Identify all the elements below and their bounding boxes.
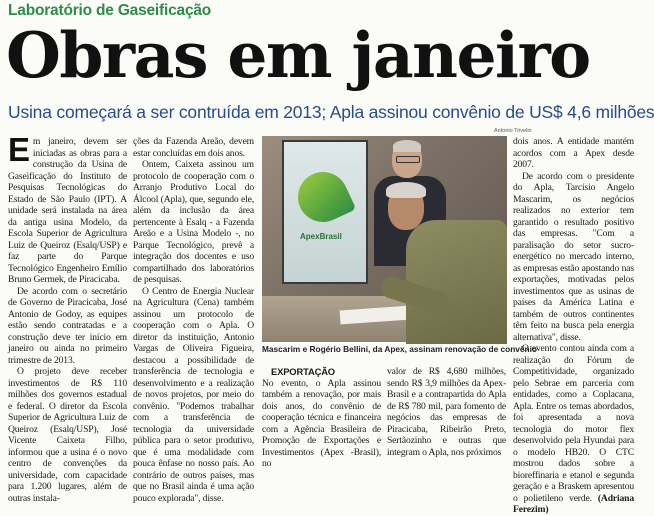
paragraph: dois anos. A entidade mantém acordos com a Apex desde 2007.	[513, 136, 634, 170]
paragraph-text: m janeiro, devem ser iniciadas as obras para a construção da Usina de Gaseificação do Instituto de Pesquisas Tecnológicas do Estado de São Paulo (IPT). A unidade será instalada na área da antiga usina Modelo, da Escola Superior de Agricultura Luiz de Queiroz (Esalq/USP) e faz parte do Parque Tecnológico Engenheiro Emílio Bruno Germek, de Piracicaba.	[8, 136, 127, 285]
article-column-3	[262, 366, 381, 469]
paragraph: De acordo com o presidente do Apla, Tarcísio Angelo Mascarim, os negócios realizados no exterior tem garantido o resultado positivo das empresas. "Com a paralisação do setor sucro-energético no mercado interno, as empresas estão apostando nas exportações, motivadas pelos investimentos que as usinas de países da América Latina e também de outros continentes têm feito na busca pela energia alternativa", disse.	[513, 170, 634, 343]
paragraph: ções da Fazenda Areão, devem estar concluídas em dois anos.	[133, 136, 254, 159]
photo-credit: Antonio Trivelin	[494, 128, 532, 134]
paragraph	[8, 131, 127, 286]
presentation-screen	[282, 140, 368, 284]
article-kicker: Laboratório de Gaseificação	[8, 2, 212, 19]
paragraph: De acordo com o secretário de Governo de Piracicaba, José Antonio de Godoy, as equipes estão sendo contratadas e a construção deve ter início em janeiro ou ainda no primeiro trimestre de 2013.	[8, 285, 127, 366]
signing-man-figure	[380, 184, 507, 344]
article-column-5	[513, 136, 634, 515]
paragraph: No evento, o Apla assinou também a renovação, por mais dois anos, do convênio de cooperação técnica e financeira com a Agência Brasileira de Promoção de Exportações e Investimentos (Apex -Brasil), no	[262, 377, 381, 469]
screen-logo-text: ApexBrasil	[300, 232, 342, 241]
article-photo	[262, 136, 507, 342]
paragraph: valor de R$ 4,680 milhões, sendo R$ 3,9 milhões da Apex-Brasil e a contrapartida do Apla de R$ 780 mil, para fomento de negócios das empresas de Piracicaba, Ribeirão Preto, Sertãozinho e outras que integram o Apla, nos próximos	[387, 366, 506, 458]
paragraph: O projeto deve receber investimentos de R$ 110 milhões dos governos estadual e federal. O diretor da Escola Superior de Agricultura Luiz de Queiroz (Esalq/USP), José Vicente Caixeta Filho, informou que a usina é o novo centro de convenções da universidade, com capacidade para 1.200 lugares, além de outras instala-	[8, 366, 127, 504]
photo-caption: Mascarim e Rogério Bellini, da Apex, assinam renovação de convênio	[262, 344, 537, 354]
dropcap: E	[8, 131, 30, 168]
paragraph: Ontem, Caixeta assinou um protocolo de cooperação com o Arranjo Produtivo Local do Álcool (Apla), que, segundo ele, além da inclusão da área pertencente à Esalq - a Fazenda Areão e a Usina Modelo -, no Parque Tecnológico, prevê a integração dos docentes e uso compartilhado dos laboratórios de pesquisas.	[133, 159, 254, 285]
leaf-logo-icon	[290, 164, 356, 230]
paragraph	[513, 343, 634, 516]
byline: (Adriana Ferezim)	[513, 492, 634, 515]
paragraph: O Centro de Energia Nuclear na Agricultura (Cena) também assinou um protocolo de cooperação com o Apla. O diretor da instituição, Antonio Vargas de Oliveira Figueira, destacou a possibilidade de transferência de tecnologia e desenvolvimento e a realização de novos projetos, por meio do convênio. "Podemos trabalhar com a transferência de tecnologia da universidade pública para o setor produtivo, que é uma modalidade com pouca ênfase no nosso país. Ao contrário de outros países, mas que no Brasil ainda é uma ação pouco explorada", disse.	[133, 285, 254, 504]
article-column-2	[133, 136, 254, 504]
article-subheadline: Usina começará a ser contruída em 2013; Apla assinou convênio de US$ 4,6 milhões	[8, 102, 654, 122]
article-column-4	[387, 366, 506, 458]
paragraph-text: O evento contou ainda com a realização do Fórum de Competitividade, organizado pelo Sebrae em parceria com entidades, como a Coplacana, Apla. Entre os temas abordados, foi apresentada a nova tecnologia do motor flex desenvolvido pela Hyundai para o modelo HB20. O CTC mostrou dados sobre a bioreffinaria e etanol e segunda geração e a Braskem apresentou o polietileno verde.	[513, 343, 634, 504]
article-column-1	[8, 131, 127, 504]
article-headline: Obras em janeiro	[6, 18, 590, 92]
section-heading: EXPORTAÇÃO	[271, 366, 335, 377]
